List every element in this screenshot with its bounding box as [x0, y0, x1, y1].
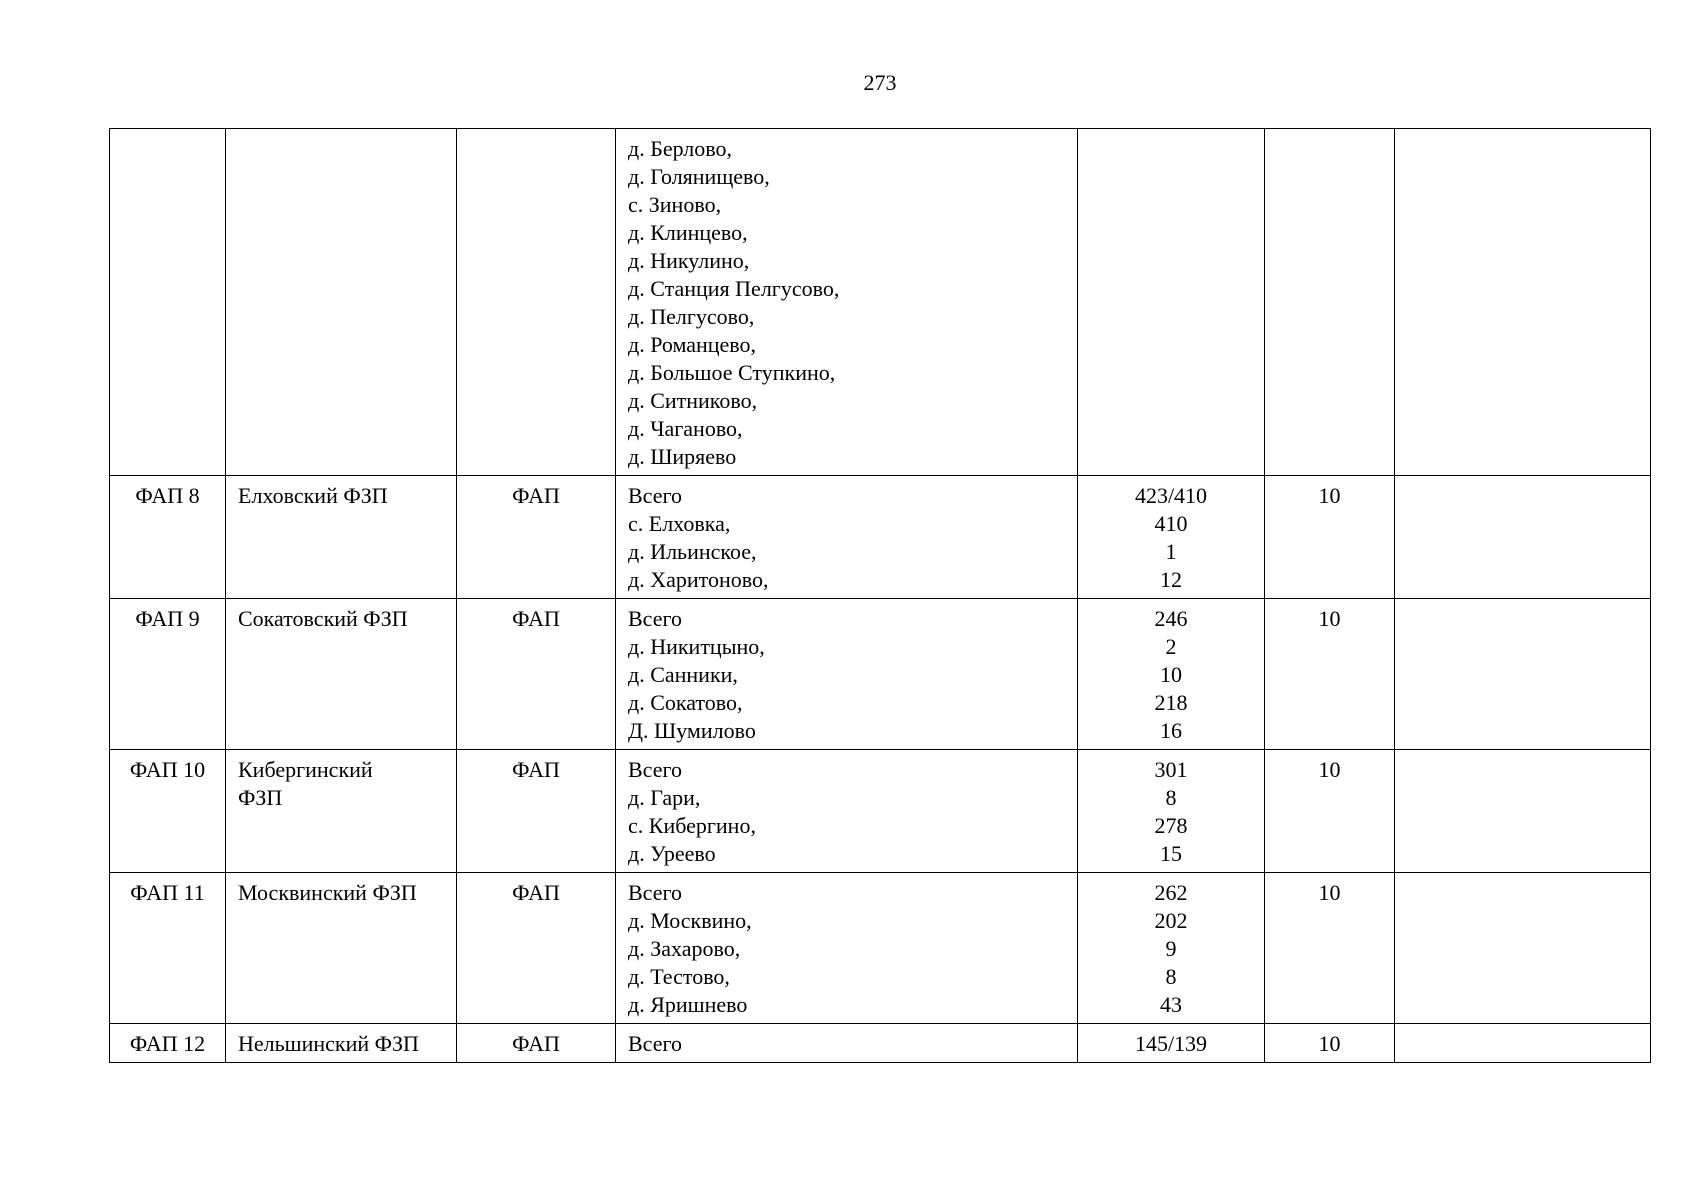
cell-code: ФАП 12 — [110, 1024, 226, 1063]
cell-note — [1395, 750, 1651, 873]
cell-name: Елховский ФЗП — [226, 476, 457, 599]
cell-value: 10 — [1265, 476, 1395, 599]
cell-places: Всего д. Москвино, д. Захарово, д. Тестово, д. Яришнево — [616, 873, 1078, 1024]
page-number: 273 — [863, 70, 897, 95]
cell-places: Всего с. Елховка, д. Ильинское, д. Харитоново, — [616, 476, 1078, 599]
cell-places: Всего д. Никитцыно, д. Санники, д. Сокатово, Д. Шумилово — [616, 599, 1078, 750]
cell-value: 10 — [1265, 599, 1395, 750]
cell-name: Москвинский ФЗП — [226, 873, 457, 1024]
cell-note — [1395, 1024, 1651, 1063]
cell-note — [1395, 129, 1651, 476]
cell-type: ФАП — [457, 750, 616, 873]
cell-name: Кибергинский ФЗП — [226, 750, 457, 873]
cell-value: 10 — [1265, 1024, 1395, 1063]
table-row — [110, 599, 1651, 750]
cell-note — [1395, 599, 1651, 750]
cell-type — [457, 129, 616, 476]
cell-note — [1395, 873, 1651, 1024]
cell-population: 262 202 9 8 43 — [1078, 873, 1265, 1024]
cell-population: 145/139 — [1078, 1024, 1265, 1063]
cell-value — [1265, 129, 1395, 476]
cell-value: 10 — [1265, 750, 1395, 873]
table-row — [110, 129, 1651, 476]
cell-code — [110, 129, 226, 476]
cell-population: 246 2 10 218 16 — [1078, 599, 1265, 750]
table-row — [110, 1024, 1651, 1063]
cell-type: ФАП — [457, 476, 616, 599]
cell-population: 423/410 410 1 12 — [1078, 476, 1265, 599]
cell-type: ФАП — [457, 599, 616, 750]
cell-type: ФАП — [457, 873, 616, 1024]
table-row — [110, 750, 1651, 873]
table-row — [110, 476, 1651, 599]
cell-places: Всего — [616, 1024, 1078, 1063]
facilities-table — [109, 128, 1651, 1063]
cell-name: Нельшинский ФЗП — [226, 1024, 457, 1063]
cell-note — [1395, 476, 1651, 599]
cell-type: ФАП — [457, 1024, 616, 1063]
cell-population: 301 8 278 15 — [1078, 750, 1265, 873]
cell-name: Сокатовский ФЗП — [226, 599, 457, 750]
cell-code: ФАП 8 — [110, 476, 226, 599]
cell-code: ФАП 9 — [110, 599, 226, 750]
cell-code: ФАП 10 — [110, 750, 226, 873]
cell-name — [226, 129, 457, 476]
table-row — [110, 873, 1651, 1024]
cell-code: ФАП 11 — [110, 873, 226, 1024]
cell-places: Всего д. Гари, с. Кибергино, д. Уреево — [616, 750, 1078, 873]
cell-population — [1078, 129, 1265, 476]
cell-value: 10 — [1265, 873, 1395, 1024]
cell-places: д. Берлово, д. Голянищево, с. Зиново, д. Клинцево, д. Никулино, д. Станция Пелгусово, д. Пелгусово, д. Романцево, д. Большое Ступкино, д. Ситниково, д. Чаганово, д. Ширяево — [616, 129, 1078, 476]
